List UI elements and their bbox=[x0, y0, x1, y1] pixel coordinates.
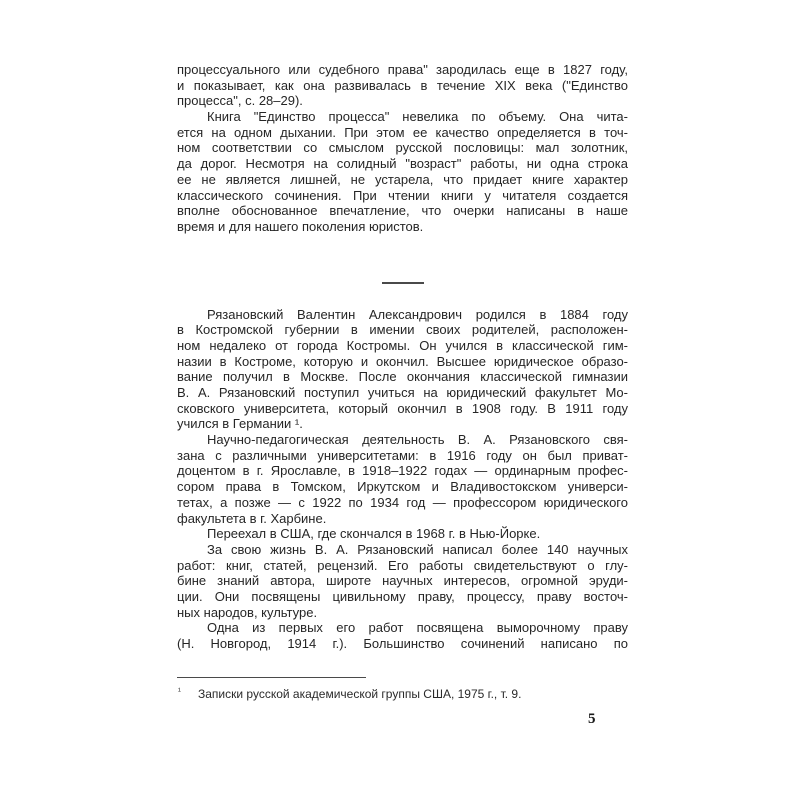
text-line: В. А. Рязановский поступил учиться на юридический факультет Мо- bbox=[177, 385, 628, 400]
text-line: да дорог. Несмотря на солидный "возраст" работы, ни одна строка bbox=[177, 156, 628, 172]
text-line: ции. Они посвящены цивильному праву, процессу, праву восточ- bbox=[177, 588, 628, 604]
text-line: факультета в г. Харбине. bbox=[177, 510, 327, 526]
text-line: Одна из первых его работ посвящена выморочному праву bbox=[207, 620, 628, 636]
divider-line bbox=[382, 282, 424, 284]
text-line: бине знаний автора, широте научных интересов, огромной эруди- bbox=[177, 573, 628, 589]
text-line: сором права в Томском, Иркутском и Владивостокском универси- bbox=[177, 479, 628, 495]
text-line: Рязановский Валентин Александрович родился в 1884 году bbox=[207, 306, 628, 322]
footnote-marker: ¹ bbox=[178, 686, 181, 696]
text-line: работ: книг, статей, рецензий. Его работы свидетельствуют о глу- bbox=[177, 557, 628, 573]
text-line: За свою жизнь В. А. Рязановский написал более 140 научных bbox=[207, 541, 628, 557]
text-line: ном соответствии со смыслом русской пословицы: мал золотник, bbox=[177, 140, 628, 156]
paragraph bbox=[177, 109, 628, 235]
text-line: процесса", с. 28–29). bbox=[177, 93, 303, 109]
text-line: тетах, а позже — с 1922 по 1934 год — профессором юридического bbox=[177, 494, 628, 510]
paragraph bbox=[177, 307, 628, 433]
paragraph bbox=[177, 620, 628, 651]
paragraph bbox=[177, 526, 628, 542]
footnote bbox=[178, 684, 629, 702]
text-line: назии в Костроме, которую и окончил. Высшее юридическое образо- bbox=[177, 353, 628, 369]
paragraph bbox=[177, 62, 628, 109]
text-line: классического сочинения. При чтении книги у читателя создается bbox=[177, 187, 628, 203]
footnote-text: Записки русской академической группы США, 1975 г., т. 9. bbox=[198, 687, 522, 701]
text-line: в Костромской губернии в имении своих родителей, расположен- bbox=[177, 322, 628, 338]
text-line: ных народов, культуре. bbox=[177, 604, 318, 620]
text-line: Переехал в США, где скончался в 1968 г. в Нью-Йорке. bbox=[207, 526, 541, 542]
text-line: вполне обоснованное впечатление, что очерки написаны в наше bbox=[177, 203, 628, 219]
text-line: процессуального или судебного права" зародилась еще в 1827 году, bbox=[177, 62, 628, 77]
paragraph bbox=[177, 542, 628, 620]
text-line: учился в Германии ¹. bbox=[177, 416, 303, 432]
footnote-separator bbox=[177, 677, 366, 678]
text-line: зана с различными университетами: в 1916 году он был приват- bbox=[177, 447, 628, 463]
text-line: вание получил в Москве. После окончания классической гимназии bbox=[177, 369, 628, 385]
text-line: сковского университета, который окончил в 1908 году. В 1911 году bbox=[177, 400, 628, 416]
section-divider bbox=[177, 282, 628, 284]
text-line: Книга "Единство процесса" невелика по объему. Она чита- bbox=[207, 109, 628, 125]
text-line: и показывает, как она развивалась в течение XIX века ("Единство bbox=[177, 77, 628, 93]
text-line: время и для нашего поколения юристов. bbox=[177, 218, 424, 234]
text-line: Научно-педагогическая деятельность В. А. Рязановского свя- bbox=[207, 432, 628, 448]
text-line: ее не является лишней, не устарела, что придает книге характер bbox=[177, 171, 628, 187]
page-text bbox=[177, 62, 628, 652]
text-line: ном недалеко от города Костромы. Он учился в классической гим- bbox=[177, 337, 628, 353]
text-line: (Н. Новгород, 1914 г.). Большинство сочинений написано по bbox=[177, 636, 628, 651]
text-line: ется на одном дыхании. При этом ее качество определяется в точ- bbox=[177, 124, 628, 140]
page-number: 5 bbox=[588, 711, 596, 727]
text-line: доцентом в г. Ярославле, в 1918–1922 годах — ординарным профес- bbox=[177, 463, 628, 479]
paragraph bbox=[177, 432, 628, 526]
